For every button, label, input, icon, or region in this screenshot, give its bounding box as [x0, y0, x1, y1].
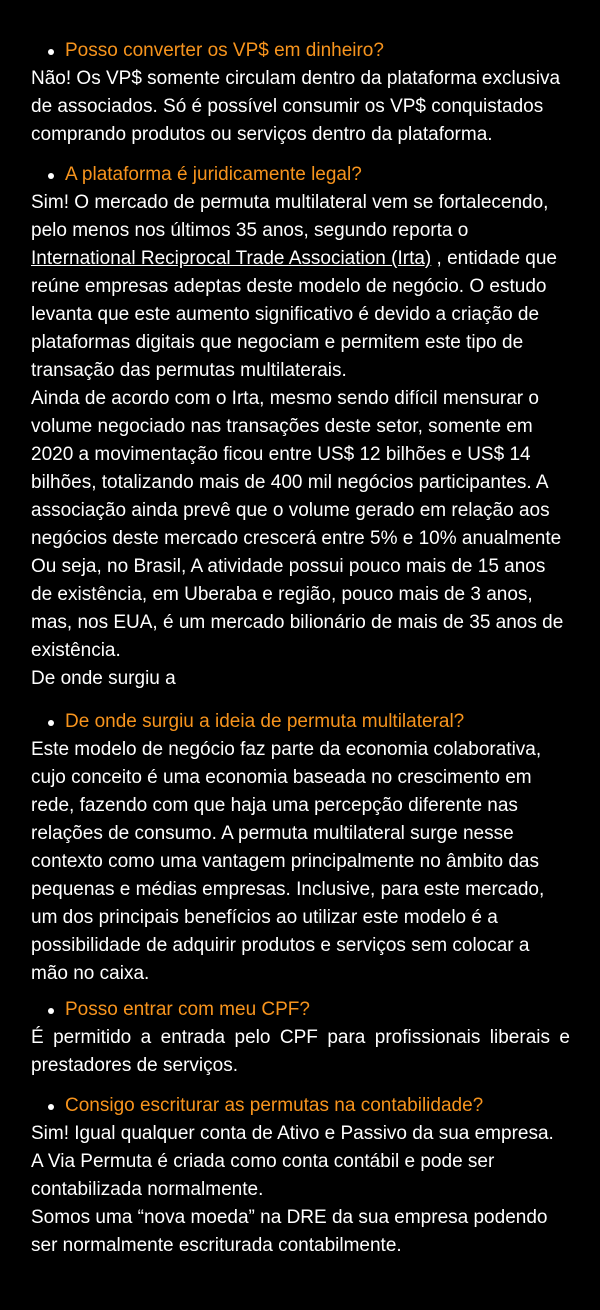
- faq-question: A plataforma é juridicamente legal?: [65, 164, 362, 185]
- bullet-icon: [48, 173, 54, 179]
- answer-text: , entidade que reúne empresas adeptas deste modelo de negócio. O estudo levanta que este aumento significativo é devido a criação de plataformas digitais que negociam e permitem este tipo de transação das permutas multilaterais.: [31, 248, 557, 381]
- answer-paragraph: Ou seja, no Brasil, A atividade possui pouco mais de 15 anos de existência, em Uberaba e região, pouco mais de 3 anos, mas, nos EUA, é um mercado bilionário de mais de 35 anos de existência.: [31, 556, 564, 661]
- faq-question-item: [31, 37, 570, 65]
- bullet-icon: [48, 49, 54, 55]
- faq-question-item: [31, 996, 570, 1024]
- answer-paragraph: A Via Permuta é criada como conta contábil e pode ser contabilizada normalmente.: [31, 1151, 495, 1200]
- answer-paragraph: Ainda de acordo com o Irta, mesmo sendo difícil mensurar o volume negociado nas transações deste setor, somente em 2020 a movimentação ficou entre US$ 12 bilhões e US$ 14 bilhões, totalizando mais de 400 mil negócios participantes. A associação ainda prevê que o volume gerado em relação aos negócios deste mercado crescerá entre 5% e 10% anualmente: [31, 388, 562, 549]
- faq-question-item: [31, 1092, 570, 1120]
- answer-paragraph: Este modelo de negócio faz parte da economia colaborativa, cujo conceito é uma economia baseada no crescimento em rede, fazendo com que haja uma percepção diferente nas relações de consumo. A permuta multilateral surge nesse contexto como uma vantagem principalmente no âmbito das pequenas e médias empresas. Inclusive, para este mercado, um dos principais benefícios ao utilizar este modelo é a possibilidade de adquirir produtos e serviços sem colocar a mão no caixa.: [31, 739, 545, 984]
- answer-paragraph: Sim! Igual qualquer conta de Ativo e Passivo da sua empresa.: [31, 1123, 554, 1144]
- faq-question: Posso entrar com meu CPF?: [65, 999, 310, 1020]
- faq-question: Consigo escriturar as permutas na contabilidade?: [65, 1095, 484, 1116]
- faq-answer: [31, 1024, 570, 1080]
- bullet-icon: [48, 1008, 54, 1014]
- answer-text: Sim! O mercado de permuta multilateral vem se fortalecendo, pelo menos nos últimos 35 anos, segundo reporta o: [31, 192, 549, 241]
- faq-question-item: [31, 708, 570, 736]
- answer-paragraph: De onde surgiu a: [31, 668, 176, 689]
- faq-answer: [31, 1120, 570, 1260]
- faq-question-item: [31, 161, 570, 189]
- irta-link[interactable]: International Reciprocal Trade Association (Irta): [31, 248, 432, 269]
- faq-question: Posso converter os VP$ em dinheiro?: [65, 40, 384, 61]
- answer-paragraph: [31, 189, 570, 385]
- faq-question: De onde surgiu a ideia de permuta multilateral?: [65, 711, 465, 732]
- answer-paragraph: Não! Os VP$ somente circulam dentro da plataforma exclusiva de associados. Só é possível consumir os VP$ conquistados comprando produtos ou serviços dentro da plataforma.: [31, 68, 561, 145]
- answer-paragraph: Somos uma “nova moeda” na DRE da sua empresa podendo ser normalmente escriturada contabilmente.: [31, 1207, 548, 1256]
- faq-answer: [31, 65, 570, 149]
- faq-answer: [31, 189, 570, 693]
- bullet-icon: [48, 720, 54, 726]
- bullet-icon: [48, 1104, 54, 1110]
- answer-paragraph: É permitido a entrada pelo CPF para profissionais liberais e prestadores de serviços.: [31, 1027, 570, 1076]
- faq-answer: [31, 736, 570, 988]
